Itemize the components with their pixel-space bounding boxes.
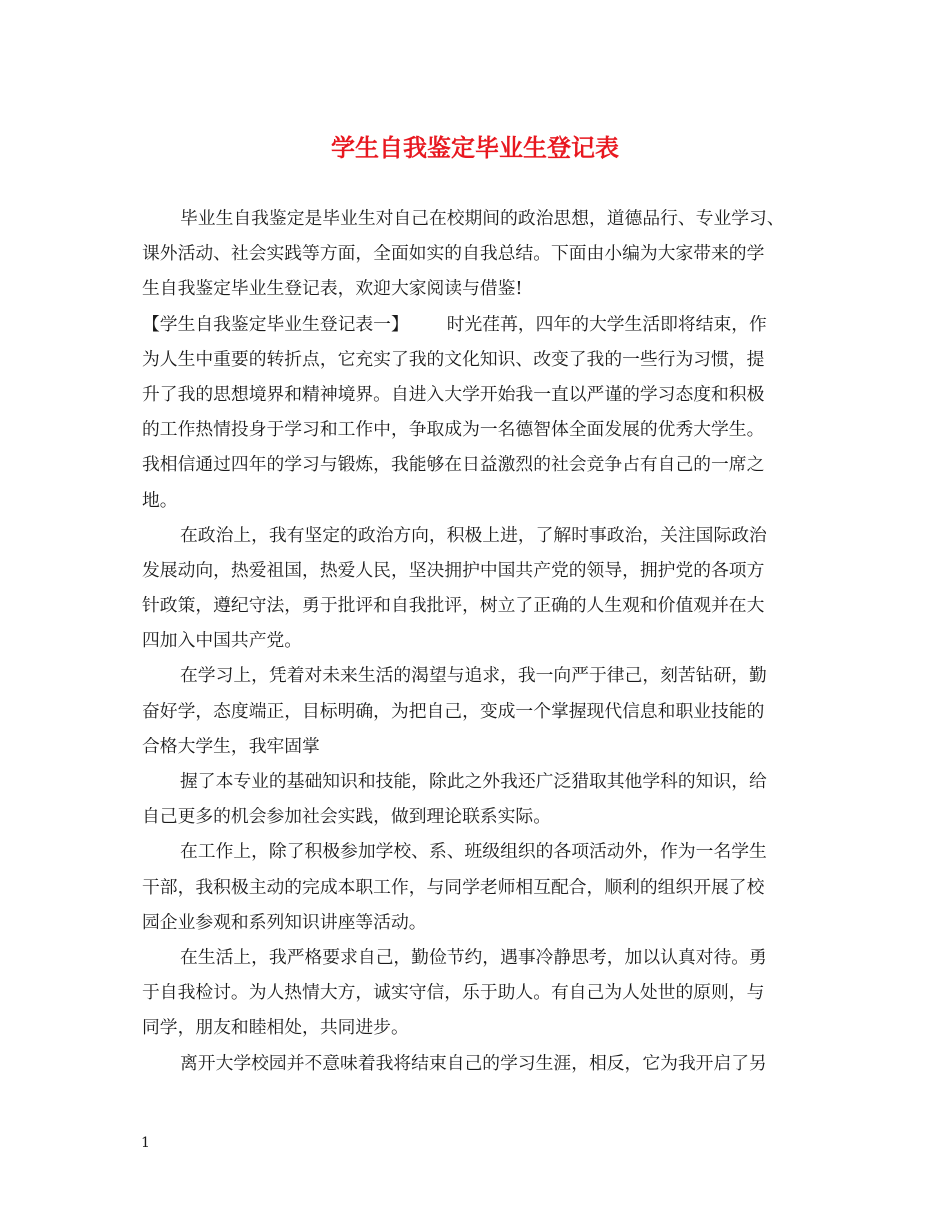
text-line: 园企业参观和系列知识讲座等活动。 xyxy=(142,911,427,933)
text-line: 握了本专业的基础知识和技能，除此之外我还广泛猎取其他学科的知识，给 xyxy=(180,771,767,792)
text-line: 奋好学，态度端正，目标明确，为把自己，变成一个掌握现代信息和职业技能的 xyxy=(142,700,765,722)
section-heading: 【学生自我鉴定毕业生登记表一】 xyxy=(142,313,409,335)
text-line: 在学习上，凭着对未来生活的渴望与追求，我一向严于律己，刻苦钻研，勤 xyxy=(180,665,767,687)
text-line: 在政治上，我有坚定的政治方向，积极上进，了解时事政治，关注国际政治 xyxy=(180,524,767,546)
text-line: 在工作上，除了积极参加学校、系、班级组织的各项活动外，作为一名学生 xyxy=(180,841,767,863)
text-line: 发展动向，热爱祖国，热爱人民，坚决拥护中国共产党的领导，拥护党的各项方 xyxy=(142,559,765,581)
text-line: 合格大学生，我牢固掌 xyxy=(142,735,320,757)
text-line: 于自我检讨。为人热情大方，诚实守信，乐于助人。有自己为人处世的原则，与 xyxy=(142,982,765,1004)
text-line: 为人生中重要的转折点，它充实了我的文化知识、改变了我的一些行为习惯，提 xyxy=(142,348,765,370)
text-line: 地。 xyxy=(142,489,178,511)
document-title: 学生自我鉴定毕业生登记表 xyxy=(331,134,619,162)
text-line: 四加入中国共产党。 xyxy=(142,630,303,652)
text-line: 我相信通过四年的学习与锻炼，我能够在日益激烈的社会竞争占有自己的一席之 xyxy=(142,454,765,476)
text-line: 干部，我积极主动的完成本职工作，与同学老师相互配合，顺利的组织开展了校 xyxy=(142,876,765,898)
page-number: 1 xyxy=(141,1135,150,1151)
document-body xyxy=(142,201,814,1081)
section-first-sentence: 时光荏苒，四年的大学生活即将结束，作 xyxy=(446,313,767,335)
text-line: 同学，朋友和睦相处，共同进步。 xyxy=(142,1017,409,1039)
text-line: 针政策，遵纪守法，勇于批评和自我批评，树立了正确的人生观和价值观并在大 xyxy=(142,595,765,617)
text-line: 自己更多的机会参加社会实践，做到理论联系实际。 xyxy=(142,806,551,828)
text-line: 离开大学校园并不意味着我将结束自己的学习生涯，相反，它为我开启了另 xyxy=(180,1052,767,1074)
text-line: 课外活动、社会实践等方面，全面如实的自我总结。下面由小编为大家带来的学 xyxy=(142,243,765,265)
text-line: 毕业生自我鉴定是毕业生对自己在校期间的政治思想，道德品行、专业学习、 xyxy=(180,208,785,229)
text-line: 升了我的思想境界和精神境界。自进入大学开始我一直以严谨的学习态度和积极 xyxy=(142,383,765,405)
text-line-section-heading xyxy=(142,307,814,342)
text-line: 生自我鉴定毕业生登记表，欢迎大家阅读与借鉴! xyxy=(142,278,523,300)
text-line: 的工作热情投身于学习和工作中，争取成为一名德智体全面发展的优秀大学生。 xyxy=(142,419,765,441)
text-line: 在生活上，我严格要求自己，勤俭节约，遇事冷静思考，加以认真对待。勇 xyxy=(180,946,767,968)
